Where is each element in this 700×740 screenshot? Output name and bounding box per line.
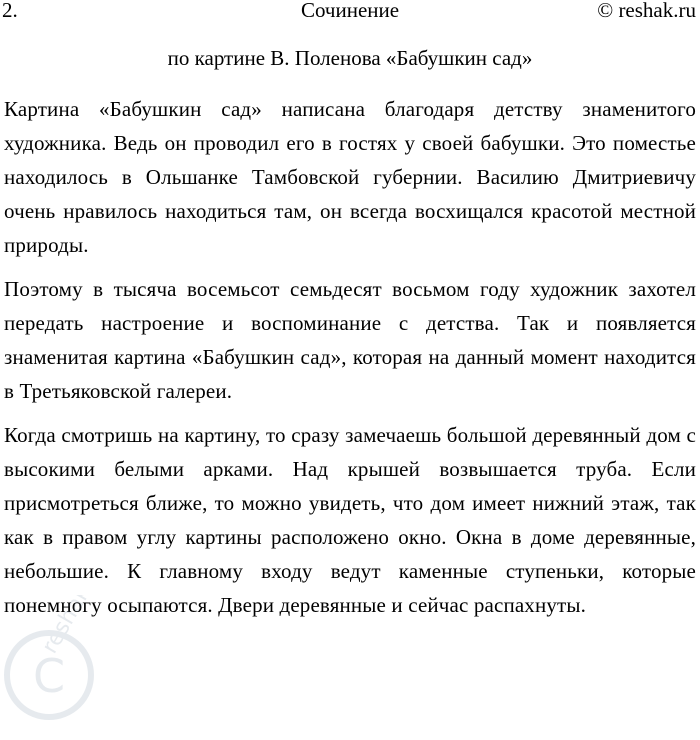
page-title: Сочинение <box>300 0 400 22</box>
essay-body <box>4 92 696 622</box>
paragraph-2: Поэтому в тысяча восемьсот семьдесят восьмом году художник захотел передать настроение и воспоминание с детства. Так и появляется знаменитая картина «Бабушкин сад», которая на данный момент находится в Третьяковской галереи. <box>4 277 696 403</box>
svg-text:reshak.ru: reshak.ru <box>37 595 112 658</box>
paragraph-1: Картина «Бабушкин сад» написана благодаря детству знаменитого художника. Ведь он проводил его в гостях у своей бабушки. Это поместье находилось в Ольшанке Тамбовской губернии. Василию Дмитриевичу очень нравилось находиться там, он всегда восхищался красотой местной природы. <box>4 97 696 257</box>
svg-text:C: C <box>32 649 66 703</box>
page-header <box>0 0 700 28</box>
essay-subtitle: по картине В. Поленова «Бабушкин сад» <box>167 46 533 70</box>
paragraph-3: Когда смотришь на картину, то сразу замечаешь большой деревянный дом с высокими белыми арками. Над крышей возвышается труба. Если присмотреться ближе, то можно увидеть, что дом имеет нижний этаж, так как в правом углу картины расположено окно. Окна в доме деревянные, небольшие. К главному входу ведут каменные ступеньки, которые понемногу осыпаются. Двери деревянные и сейчас распахнуты. <box>4 423 696 617</box>
copyright-notice: © reshak.ru <box>597 0 696 22</box>
task-number: 2. <box>2 0 18 22</box>
